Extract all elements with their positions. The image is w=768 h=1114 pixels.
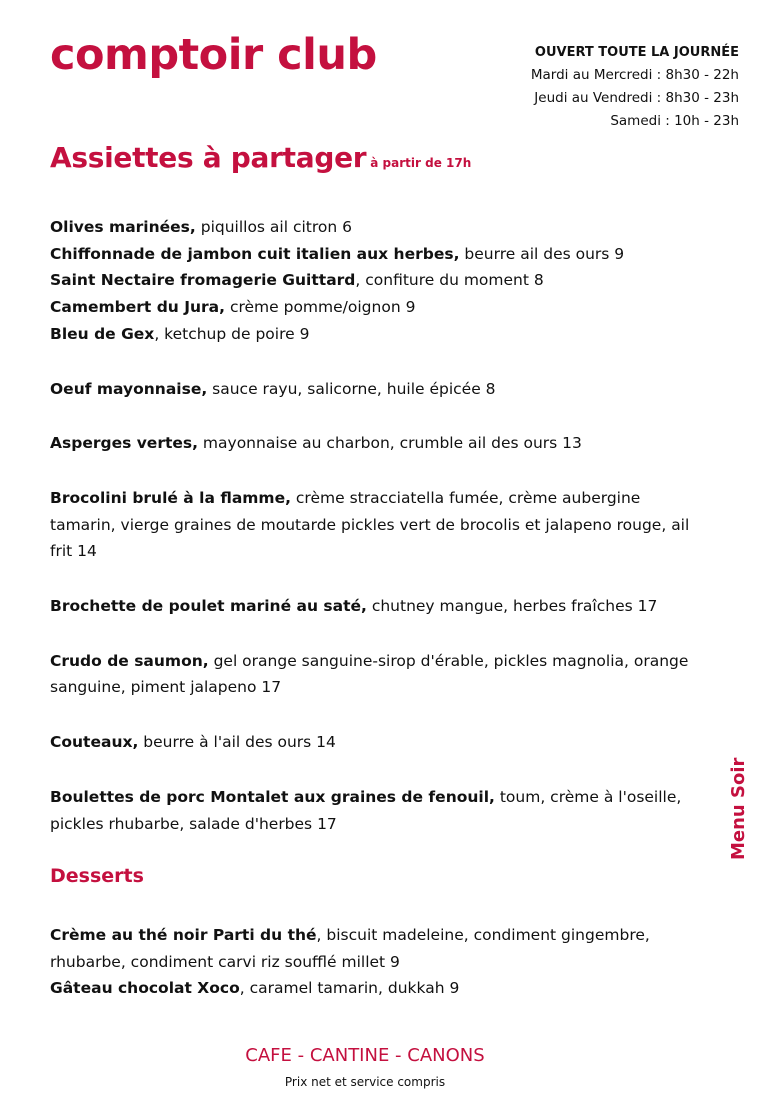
footer-note: Prix net et service compris — [284, 1075, 446, 1089]
hours-line: Mardi au Mercredi : 8h30 - 22h — [530, 67, 739, 83]
sharing-plates-list — [50, 214, 710, 837]
item-name: Oeuf mayonnaise, — [50, 379, 208, 398]
item-name: Saint Nectaire fromagerie Guittard — [50, 271, 356, 290]
hours-title: OUVERT TOUTE LA JOURNÉE — [534, 45, 739, 60]
item-name: Crème au thé noir Parti du thé — [50, 926, 317, 944]
dessert-item — [50, 975, 710, 1002]
section-subtitle: à partir de 17h — [370, 156, 472, 170]
item-desc: piquillos ail citron 6 — [195, 218, 353, 236]
item-desc: , confiture du moment 8 — [355, 271, 544, 290]
hours-line: Jeudi au Vendredi : 8h30 - 23h — [534, 90, 739, 106]
menu-item — [50, 485, 710, 565]
item-desc: crème stracciatella fumée, crème aubergine tamarin, vierge graines de moutarde pickles vert de brocolis et jalapeno rouge, ail frit 14 — [50, 488, 690, 561]
item-desc: beurre à l'ail des ours 14 — [138, 733, 336, 752]
menu-item — [50, 241, 710, 268]
item-name: Olives marinées, — [50, 218, 196, 236]
item-name: Gâteau chocolat Xoco — [50, 979, 240, 998]
menu-item — [50, 376, 710, 403]
item-desc: chutney mangue, herbes fraîches 17 — [366, 597, 658, 616]
item-desc: toum, crème à l'oseille, pickles rhubarbe, salade d'herbes 17 — [50, 787, 682, 833]
item-name: Couteaux, — [50, 733, 139, 752]
item-desc: mayonnaise au charbon, crumble ail des ours 13 — [198, 434, 582, 453]
item-name: Asperges vertes, — [50, 434, 198, 453]
menu-item — [50, 321, 710, 348]
menu-item — [50, 648, 710, 701]
item-name: Brocolini brulé à la flamme, — [50, 488, 291, 507]
menu-item — [50, 214, 710, 241]
item-name: Bleu de Gex — [50, 324, 155, 343]
menu-item — [50, 294, 710, 321]
menu-soir-label: Menu Soir — [728, 757, 749, 860]
hours-line: Samedi : 10h - 23h — [610, 113, 739, 129]
menu-item — [50, 784, 710, 837]
item-name: Camembert du Jura, — [50, 298, 226, 317]
desserts-title: Desserts — [50, 865, 144, 887]
opening-hours — [531, 41, 739, 133]
menu-item — [50, 267, 710, 294]
item-desc: , caramel tamarin, dukkah 9 — [239, 979, 460, 998]
item-desc: gel orange sanguine-sirop d'érable, pickles magnolia, orange sanguine, piment jalapeno 17 — [50, 651, 689, 697]
item-name: Boulettes de porc Montalet aux graines de fenouil, — [50, 787, 495, 806]
item-desc: sauce rayu, salicorne, huile épicée 8 — [207, 379, 496, 398]
item-name: Crudo de saumon, — [50, 651, 209, 670]
item-name: Brochette de poulet mariné au saté, — [50, 597, 367, 616]
section-title-text: Assiettes à partager — [50, 141, 367, 174]
footer-tagline: CAFE - CANTINE - CANONS — [245, 1045, 485, 1066]
section-title — [50, 141, 471, 174]
desserts-list — [50, 922, 710, 1002]
menu-item — [50, 593, 710, 620]
item-desc: crème pomme/oignon 9 — [225, 298, 416, 317]
item-name: Chiffonnade de jambon cuit italien aux herbes, — [50, 244, 460, 263]
brand-title: comptoir club — [50, 30, 377, 80]
dessert-item — [50, 922, 710, 975]
item-desc: beurre ail des ours 9 — [459, 244, 625, 263]
menu-item — [50, 729, 710, 756]
item-desc: , ketchup de poire 9 — [154, 324, 310, 343]
item-desc: , biscuit madeleine, condiment gingembre, rhubarbe, condiment carvi riz soufflé millet 9 — [50, 926, 650, 971]
menu-item — [50, 430, 710, 457]
